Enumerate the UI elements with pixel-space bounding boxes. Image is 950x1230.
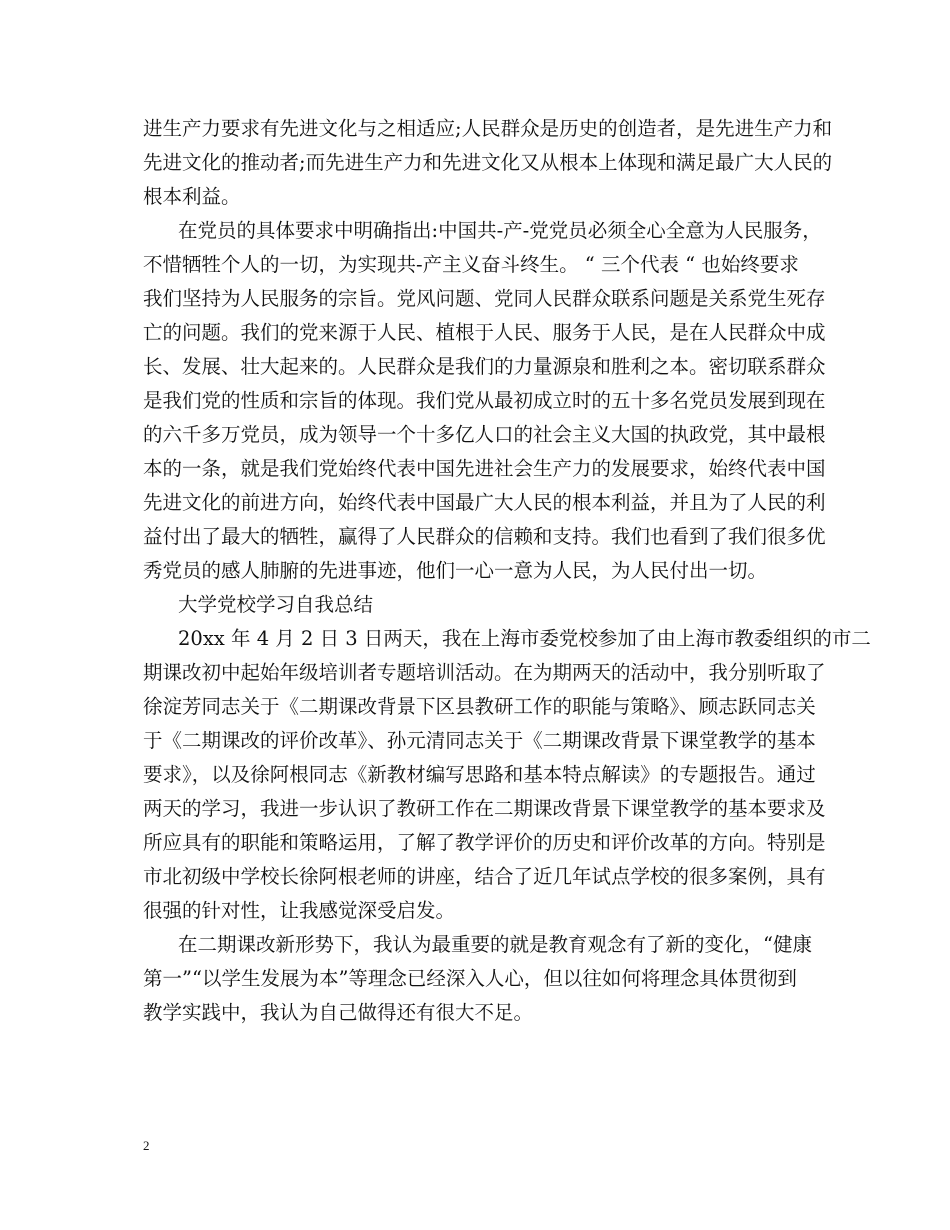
text-line: 先进文化的推动者;而先进生产力和先进文化又从根本上体现和满足最广大人民的 — [143, 151, 833, 174]
text-line: 不惜牺牲个人的一切，为实现共-产主义奋斗终生。 “ 三个代表 “ 也始终要求 — [143, 253, 799, 276]
text-line: 长、发展、壮大起来的。人民群众是我们的力量源泉和胜利之本。密切联系群众 — [143, 355, 826, 378]
text-line: 秀党员的感人肺腑的先进事迹，他们一心一意为人民，为人民付出一切。 — [143, 559, 768, 582]
text-line: 要求》，以及徐阿根同志《新教材编写思路和基本特点解读》的专题报告。通过 — [143, 763, 816, 786]
text-line: 亡的问题。我们的党来源于人民、植根于人民、服务于人民，是在人民群众中成 — [143, 321, 826, 344]
text-line: 教学实践中，我认为自己做得还有很大不足。 — [143, 1001, 534, 1024]
section-title: 大学党校学习自我总结 — [178, 593, 374, 616]
text-line: 是我们党的性质和宗旨的体现。我们党从最初成立时的五十多名党员发展到现在 — [143, 389, 826, 412]
text-line: 于《二期课改的评价改革》、孙元清同志关于《二期课改背景下课堂教学的基本 — [143, 729, 816, 752]
text-line: 的六千多万党员，成为领导一个十多亿人口的社会主义大国的执政党，其中最根 — [143, 423, 826, 446]
paragraph-start-line: 20xx 年 4 月 2 日 3 日两天，我在上海市委党校参加了由上海市教委组织的市二 — [178, 627, 871, 650]
paragraph-start-line: 在党员的具体要求中明确指出:中国共-产-党党员必须全心全意为人民服务， — [178, 219, 822, 242]
text-line: 我们坚持为人民服务的宗旨。党风问题、党同人民群众联系问题是关系党生死存 — [143, 287, 826, 310]
paragraph-start-line: 在二期课改新形势下，我认为最重要的就是教育观念有了新的变化，“健康 — [178, 933, 812, 956]
text-line: 本的一条，就是我们党始终代表中国先进社会生产力的发展要求，始终代表中国 — [143, 457, 826, 480]
text-line: 根本利益。 — [143, 185, 241, 208]
text-line: 期课改初中起始年级培训者专题培训活动。在为期两天的活动中，我分别听取了 — [143, 661, 826, 684]
text-line: 进生产力要求有先进文化与之相适应;人民群众是历史的创造者，是先进生产力和 — [143, 117, 833, 140]
text-line: 所应具有的职能和策略运用，了解了教学评价的历史和评价改革的方向。特别是 — [143, 831, 826, 854]
text-line: 先进文化的前进方向，始终代表中国最广大人民的根本利益，并且为了人民的利 — [143, 491, 826, 514]
text-line: 很强的针对性，让我感觉深受启发。 — [143, 899, 456, 922]
page-number: 2 — [143, 1138, 150, 1153]
text-line: 徐淀芳同志关于《二期课改背景下区县教研工作的职能与策略》、顾志跃同志关 — [143, 695, 816, 718]
text-line: 两天的学习，我进一步认识了教研工作在二期课改背景下课堂教学的基本要求及 — [143, 797, 826, 820]
text-line: 益付出了最大的牺牲，赢得了人民群众的信赖和支持。我们也看到了我们很多优 — [143, 525, 826, 548]
text-line: 市北初级中学校长徐阿根老师的讲座，结合了近几年试点学校的很多案例，具有 — [143, 865, 826, 888]
text-line: 第一”“以学生发展为本”等理念已经深入人心，但以往如何将理念具体贯彻到 — [143, 967, 797, 990]
